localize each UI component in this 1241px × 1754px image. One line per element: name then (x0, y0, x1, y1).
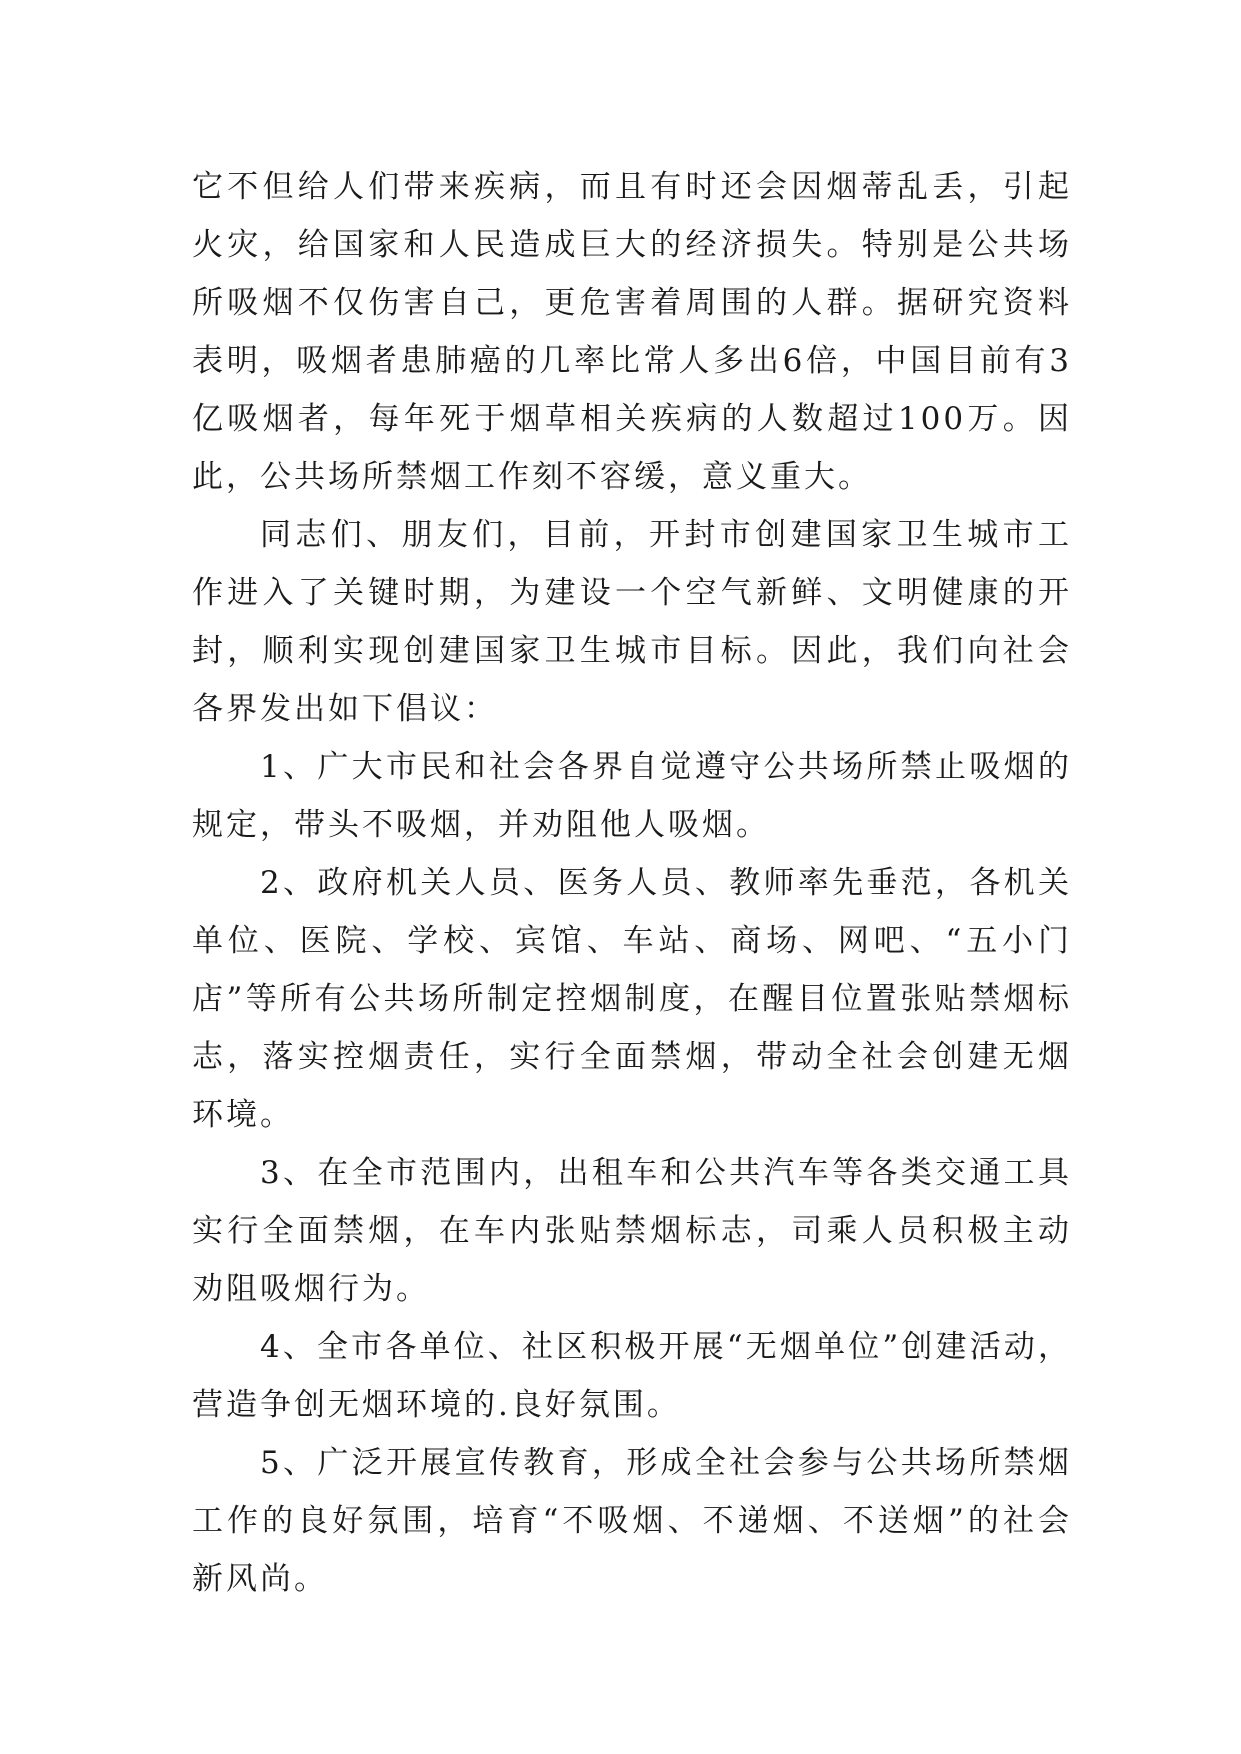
document-body (192, 158, 1072, 1608)
paragraph-continued: 它不但给人们带来疾病，而且有时还会因烟蒂乱丢，引起火灾，给国家和人民造成巨大的经济损失。特别是公共场所吸烟不仅伤害自己，更危害着周围的人群。据研究资料表明，吸烟者患肺癌的几率比常人多出6倍，中国目前有3亿吸烟者，每年死于烟草相关疾病的人数超过100万。因此，公共场所禁烟工作刻不容缓，意义重大。 (192, 169, 1072, 495)
paragraph-item-1: 1、广大市民和社会各界自觉遵守公共场所禁止吸烟的规定，带头不吸烟，并劝阻他人吸烟。 (192, 749, 1072, 843)
paragraph-appeal-intro: 同志们、朋友们，目前，开封市创建国家卫生城市工作进入了关键时期，为建设一个空气新鲜、文明健康的开封，顺利实现创建国家卫生城市目标。因此，我们向社会各界发出如下倡议： (192, 517, 1072, 727)
paragraph-item-5: 5、广泛开展宣传教育，形成全社会参与公共场所禁烟工作的良好氛围，培育“不吸烟、不递烟、不送烟”的社会新风尚。 (192, 1445, 1072, 1597)
paragraph-item-4: 4、全市各单位、社区积极开展“无烟单位”创建活动，营造争创无烟环境的.良好氛围。 (192, 1329, 1072, 1423)
paragraph-item-2: 2、政府机关人员、医务人员、教师率先垂范，各机关单位、医院、学校、宾馆、车站、商场、网吧、“五小门店”等所有公共场所制定控烟制度，在醒目位置张贴禁烟标志，落实控烟责任，实行全面禁烟，带动全社会创建无烟环境。 (192, 865, 1072, 1133)
paragraph-item-3: 3、在全市范围内，出租车和公共汽车等各类交通工具实行全面禁烟，在车内张贴禁烟标志，司乘人员积极主动劝阻吸烟行为。 (192, 1155, 1072, 1307)
